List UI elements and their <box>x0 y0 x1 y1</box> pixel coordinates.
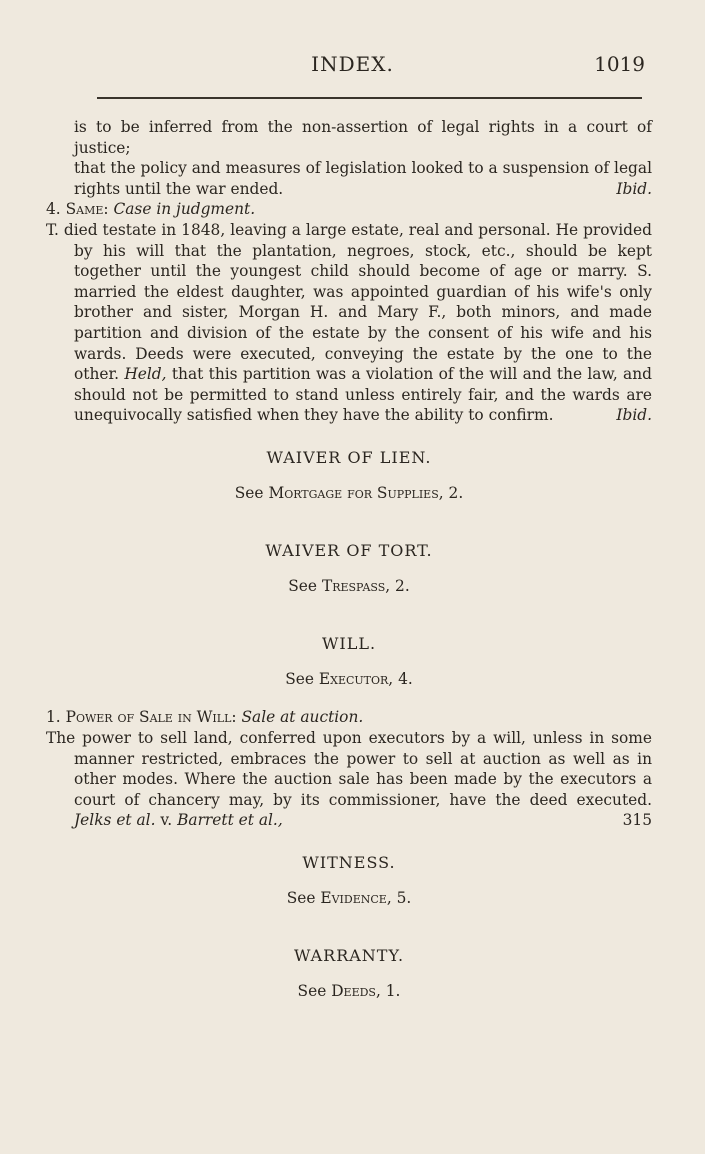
see-reference <box>46 981 652 1002</box>
entry-4-colon: : <box>103 200 109 219</box>
entry-4-subtopic: Case in judgment. <box>113 200 256 219</box>
page-body <box>46 117 652 1001</box>
entry-continuation <box>46 117 652 199</box>
see-target: Mortgage for Supplies, 2. <box>268 483 464 502</box>
section-heading: WAIVER OF TORT. <box>265 541 433 561</box>
see-reference <box>46 669 652 690</box>
entry-4-number: 4. <box>46 200 61 219</box>
see-prefix: See <box>285 669 314 688</box>
section-heading: WAIVER OF LIEN. <box>266 447 432 467</box>
will-entry-1-colon: : <box>231 708 237 727</box>
see-target: Deeds, 1. <box>331 981 401 1000</box>
entry-4-text <box>46 220 652 426</box>
will-entry-1-number: 1. <box>46 708 61 727</box>
continuation-line-3 <box>74 179 652 200</box>
see-reference <box>46 888 652 909</box>
section-heading: WILL. <box>321 634 377 654</box>
see-prefix: See <box>288 576 318 595</box>
will-entry-1-text <box>46 728 652 831</box>
page-header <box>0 52 705 82</box>
header-rule <box>97 97 642 99</box>
see-prefix: See <box>286 888 316 907</box>
entry-4 <box>46 199 652 426</box>
see-prefix: See <box>297 981 327 1000</box>
continuation-line-2: that the policy and measures of legislation looked to a suspension of legal <box>74 159 652 178</box>
section-witness <box>46 853 652 908</box>
see-target: Executor, 4. <box>318 669 413 688</box>
case-page: 315 <box>622 811 652 830</box>
case-v: v. <box>160 811 173 830</box>
will-entry-1-subtopic: Sale at auction. <box>241 708 364 727</box>
section-warranty <box>46 946 652 1001</box>
see-reference <box>46 576 652 597</box>
see-prefix: See <box>234 483 264 502</box>
continuation-line-3-text: rights until the war ended. <box>74 179 284 198</box>
section-heading: WARRANTY. <box>293 946 405 966</box>
section-heading: WITNESS. <box>302 853 396 873</box>
entry-4-held: Held, <box>124 365 167 384</box>
section-will <box>46 634 652 689</box>
ibid-ref: Ibid. <box>616 179 652 198</box>
entry-4-body: T. died testate in 1848, leaving a large estate, real and personal. He provided by his will that the plantation, negroes, stock, etc., should be kept together until the youngest child should become of age or marry. S. married the eldest daughter, was appointed guardian of his wife's only brother and sister, Morgan H. and Mary F., both minors, and made partition and division of the estate by the consent of his wife and his wards. Deeds were executed, conveying the estate by the one to the other. <box>46 220 652 384</box>
will-entry-1-body: The power to sell land, conferred upon executors by a will, unless in some manner restricted, embraces the power to sell at auction as well as in other modes. Where the auction sale has been made by the executors a court of chancery may, by its commissioner, have the deed executed. <box>46 729 652 809</box>
will-entry-1-heading <box>46 707 652 728</box>
section-waiver-of-lien <box>46 448 652 503</box>
see-reference <box>46 483 652 504</box>
will-entry-1 <box>46 707 652 831</box>
entry-4-heading <box>46 199 652 220</box>
will-entry-1-topic: Power of Sale in Will <box>65 708 232 727</box>
case-name-a: Jelks et al. <box>74 811 156 830</box>
continuation-line-1: is to be inferred from the non-assertion of legal rights in a court of justice; <box>74 118 652 157</box>
see-target: Trespass, 2. <box>321 576 410 595</box>
case-name-b: Barrett et al., <box>177 811 283 830</box>
see-target: Evidence, 5. <box>320 888 412 907</box>
running-title: INDEX. <box>311 52 394 76</box>
entry-4-body2: that this partition was a violation of the will and the law, and should not be permitted to stand unless entirely fair, and the wards are unequivocally satisfied when they have the ability to confirm. <box>74 365 652 425</box>
page-number: 1019 <box>594 52 645 76</box>
section-waiver-of-tort <box>46 541 652 596</box>
entry-4-ibid: Ibid. <box>616 406 652 425</box>
entry-4-topic: Same <box>65 200 104 219</box>
